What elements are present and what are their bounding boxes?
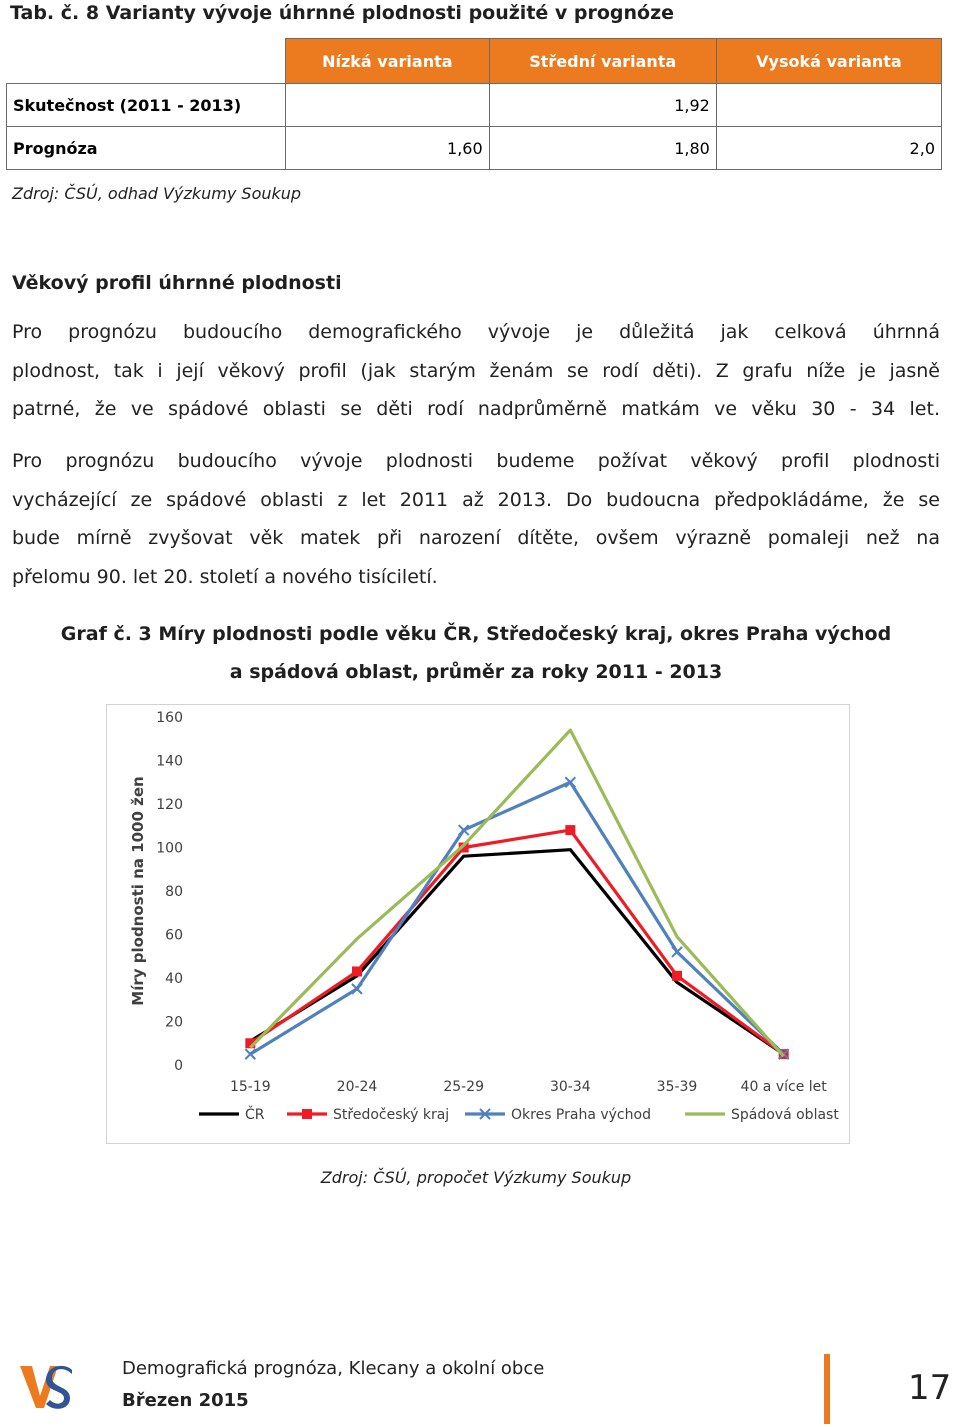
data-point [672,971,682,981]
chart-frame [106,704,850,1144]
legend-label: Spádová oblast [731,1107,839,1123]
vs-logo-icon [18,1358,74,1416]
x-tick-label: 20-24 [336,1079,378,1095]
data-point [245,1049,255,1059]
y-tick-label: 140 [156,753,183,770]
paragraph-2 [12,442,940,596]
paragraph-2-line: přelomu 90. let 20. století a nového tisíciletí. [12,565,438,588]
page-number: 17 [908,1368,952,1408]
y-tick-label: 80 [165,884,183,900]
series-line [250,850,783,1054]
paragraph-1 [12,313,940,429]
x-tick-label: 30-34 [549,1079,591,1095]
row-label-actual: Skutečnost (2011 - 2013) [7,84,286,127]
footer-accent-bar [824,1354,830,1424]
series-line [250,830,783,1054]
cell-forecast-high: 2,0 [716,127,941,170]
table-header-row [7,39,942,84]
table-title-text: 8 Varianty vývoje úhrnné plodnosti použité v prognóze [79,2,675,24]
table-title [10,2,674,24]
y-tick-label: 160 [156,710,183,726]
company-logo [18,1358,74,1416]
cell-actual-high [716,84,941,127]
paragraph-1-line: plodnost, tak i její věkový profil (jak starým ženám se rodí děti). Z grafu níže je jasně [12,359,940,382]
y-axis-label: Míry plodnosti na 1000 žen [129,776,147,1006]
legend-marker [302,1109,312,1119]
legend-label: Okres Praha východ [511,1107,651,1123]
chart-caption-line-1: Graf č. 3 Míry plodnosti podle věku ČR, Středočeský kraj, okres Praha východ [60,623,892,645]
section-heading: Věkový profil úhrnné plodnosti [12,272,342,294]
cell-actual-mid: 1,92 [489,84,716,127]
data-point [352,984,362,994]
table-row [7,84,942,127]
y-tick-label: 60 [165,927,183,944]
paragraph-2-line: Pro prognózu budoucího vývoje plodnosti budeme požívat věkový profil plodnosti [12,450,940,472]
cell-actual-low [286,84,490,127]
chart-caption [0,615,952,691]
series-line [250,730,783,1056]
cell-forecast-mid: 1,80 [489,127,716,170]
x-tick-label: 25-29 [443,1079,485,1095]
y-tick-label: 120 [156,797,183,813]
x-tick-label: 40 a více let [740,1079,827,1095]
y-tick-label: 40 [165,971,183,987]
legend-label: ČR [245,1107,265,1123]
footer-date: Březen 2015 [122,1390,249,1411]
paragraph-1-line: patrné, že ve spádové oblasti se děti rodí nadprůměrně matkám ve věku 30 - 34 let. [12,398,940,420]
series-line [250,782,783,1054]
table-corner-cell [7,39,286,84]
chart-caption-line-2: a spádová oblast, průměr za roky 2011 - 2013 [229,661,723,683]
fertility-line-chart [107,705,849,1143]
data-point [672,947,682,957]
chart-source: Zdroj: ČSÚ, propočet Výzkumy Soukup [320,1168,632,1187]
paragraph-2-line: bude mírně zvyšovat věk matek při narození dítěte, ovšem výrazně pomaleji než na [12,527,940,549]
table-source: Zdroj: ČSÚ, odhad Výzkumy Soukup [12,184,302,203]
x-tick-label: 15-19 [229,1079,271,1095]
y-tick-label: 100 [156,840,183,857]
y-tick-label: 0 [174,1058,183,1074]
header-low-variant: Nízká varianta [286,39,490,84]
y-tick-label: 20 [165,1014,183,1031]
legend-label: Středočeský kraj [333,1107,450,1123]
header-mid-variant: Střední varianta [489,39,716,84]
row-label-forecast: Prognóza [7,127,286,170]
data-point [352,966,362,976]
paragraph-2-line: vycházející ze spádové oblasti z let 2011 až 2013. Do budoucna předpokládáme, že se [12,488,940,511]
cell-forecast-low: 1,60 [286,127,490,170]
x-tick-label: 35-39 [656,1079,698,1095]
paragraph-1-line: Pro prognózu budoucího demografického vývoje je důležitá jak celková úhrnná [12,321,940,343]
table-row [7,127,942,170]
data-point [565,825,575,835]
variants-table [6,38,942,170]
table-title-prefix: Tab. č. [10,2,80,24]
footer-document-title: Demografická prognóza, Klecany a okolní obce [122,1358,545,1379]
header-high-variant: Vysoká varianta [716,39,941,84]
